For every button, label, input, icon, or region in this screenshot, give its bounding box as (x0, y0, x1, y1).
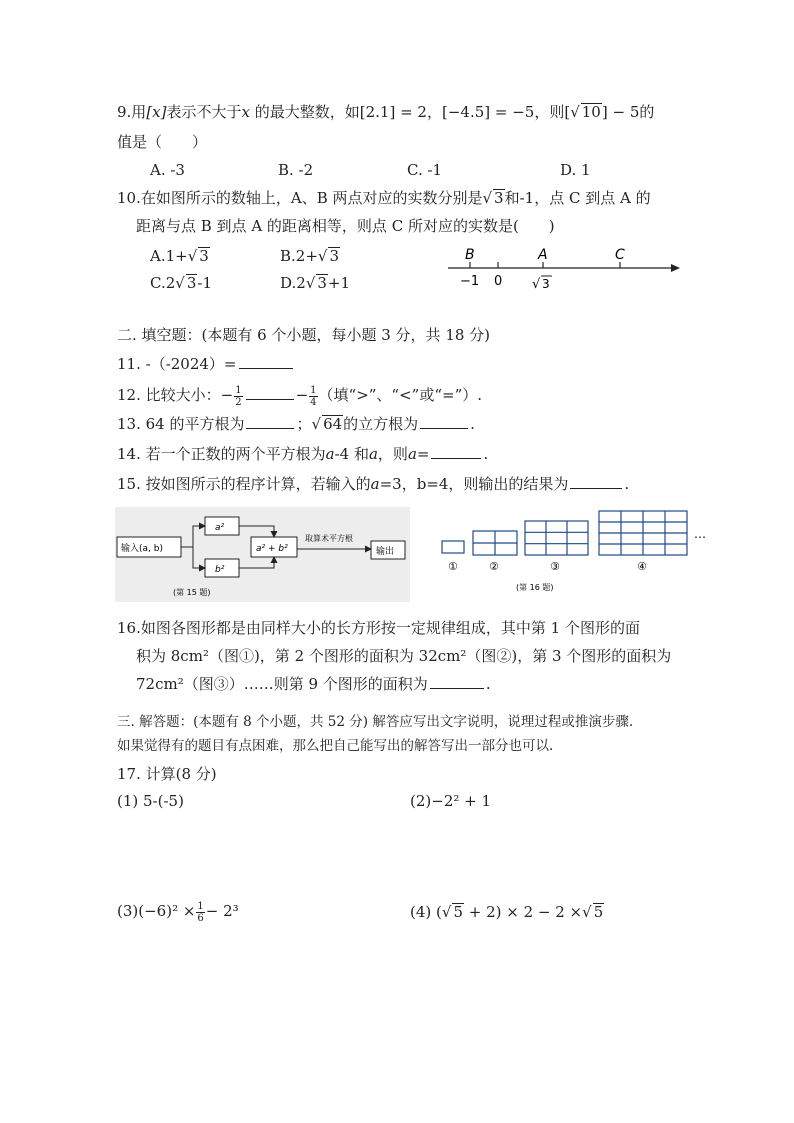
fig15-output-label: 输出 (376, 547, 395, 557)
fig16-shape2 (473, 531, 517, 555)
fig15-input-label: 输入(a, b) (121, 544, 163, 554)
q9-option-d: D. 1 (560, 161, 591, 179)
q17-sub4: (4) (√ 5 + 2) × 2 − 2 ×√ 5 (410, 903, 604, 921)
q13-blank1[interactable] (246, 414, 294, 429)
q17-sub3: (3)(−6)² × $\frac{1}{6}$ − 2³ (117, 900, 239, 924)
q17-sub3-frac: $\frac{1}{6}$ (197, 900, 204, 924)
section3-line1: 三. 解答题：(本题有 8 个小题，共 52 分) 解答应写出文字说明，说理过程或推演步骤. (117, 714, 634, 730)
fig16-caption: (第 16 题) (516, 583, 554, 592)
fig16-ellipsis: … (694, 527, 706, 541)
q13: 13. 64 的平方根为 ；√ 64的立方根为 . (117, 415, 475, 433)
q10-option-d: D.2√ 3+1 (280, 274, 351, 292)
q11: 11. -（-2024）= (117, 354, 295, 374)
q15: 15. 按如图所示的程序计算，若输入的a=3，b=4，则输出的结果为 . (117, 475, 630, 493)
q11-answer-blank[interactable] (239, 354, 293, 369)
fig15-a2-label: a² (215, 523, 225, 533)
q10-option-b: B.2+√ 3 (280, 247, 340, 265)
q17-title: 17. 计算(8 分) (117, 765, 217, 783)
label-sqrt3: 3 (542, 277, 550, 291)
q17-sub2: (2)−2² + 1 (410, 792, 492, 810)
label-zero: 0 (494, 274, 503, 289)
q10-option-a: A.1+√ 3 (150, 247, 209, 265)
q9-option-c: C. -1 (407, 161, 443, 179)
q12-frac1: $\frac{1}{2}$ (235, 384, 242, 408)
section3-line2: 如果觉得有的题目有点困难，那么把自己能写出的解答写出一部分也可以. (117, 738, 554, 754)
fig15-b2-label: b² (215, 565, 225, 575)
number-line-arrow (671, 264, 680, 272)
fig16-label-3: ③ (550, 560, 560, 573)
fig16-pattern (436, 508, 716, 596)
q16-answer-blank[interactable] (430, 674, 484, 689)
q10-option-c: C.2√ 3-1 (150, 274, 212, 292)
q9-option-a: A. -3 (150, 161, 185, 179)
label-c: C (615, 247, 625, 263)
fig15-sum-label: a² + b² (256, 544, 288, 554)
fig15-caption: (第 15 题) (173, 588, 211, 597)
q9-line1: 9.用[x]表示不大于x 的最大整数，如[2.1] = 2，[−4.5] = −5，则[√ 10] − 5的 (117, 103, 655, 121)
q13-blank2[interactable] (420, 414, 468, 429)
label-b: B (465, 247, 475, 263)
label-a: A (538, 247, 548, 263)
q14: 14. 若一个正数的两个平方根为a-4 和a，则a= . (117, 445, 489, 463)
q10-line1: 10.在如图所示的数轴上，A、B 两点对应的实数分别是√ 3和-1，点 C 到点 A 的 (117, 189, 651, 207)
fig16-label-1: ① (448, 560, 458, 573)
q16-line1: 16.如图各图形都是由同样大小的长方形按一定规律组成，其中第 1 个图形的面 (117, 619, 640, 637)
fig16-label-4: ④ (637, 560, 647, 573)
fig16-shape4 (599, 511, 687, 555)
q9-line2: 值是（ ） (117, 133, 208, 151)
fig15-op-label: 取算术平方根 (305, 534, 353, 543)
label-sqrt-sign: √ (532, 277, 541, 292)
q12-frac2: $\frac{1}{4}$ (310, 384, 317, 408)
number-line-figure (440, 243, 690, 295)
q15-answer-blank[interactable] (570, 474, 622, 489)
label-minus1: −1 (460, 274, 480, 289)
fig16-label-2: ② (489, 560, 499, 573)
q17-sub1: (1) 5-(-5) (117, 792, 184, 810)
q16-line3: 72cm²（图③）……则第 9 个图形的面积为 . (136, 675, 491, 693)
q10-line2: 距离与点 B 到点 A 的距离相等，则点 C 所对应的实数是( ) (136, 217, 555, 235)
fig15-flowchart (115, 507, 410, 602)
q16-line2: 积为 8cm²（图①)，第 2 个图形的面积为 32cm²（图②)，第 3 个图形的面积为 (136, 647, 672, 665)
q14-answer-blank[interactable] (431, 444, 481, 459)
fig16-shape3 (525, 521, 588, 555)
fig16-shape1 (442, 541, 464, 553)
q12: 12. 比较大小：− $\frac{1}{2}$ − $\frac{1}{4}$ （填“>”、“<”或“=”）. (117, 384, 483, 408)
section2-heading: 二. 填空题：(本题有 6 个小题，每小题 3 分，共 18 分) (117, 326, 491, 344)
q12-answer-blank[interactable] (246, 385, 294, 400)
q9-option-b: B. -2 (278, 161, 314, 179)
